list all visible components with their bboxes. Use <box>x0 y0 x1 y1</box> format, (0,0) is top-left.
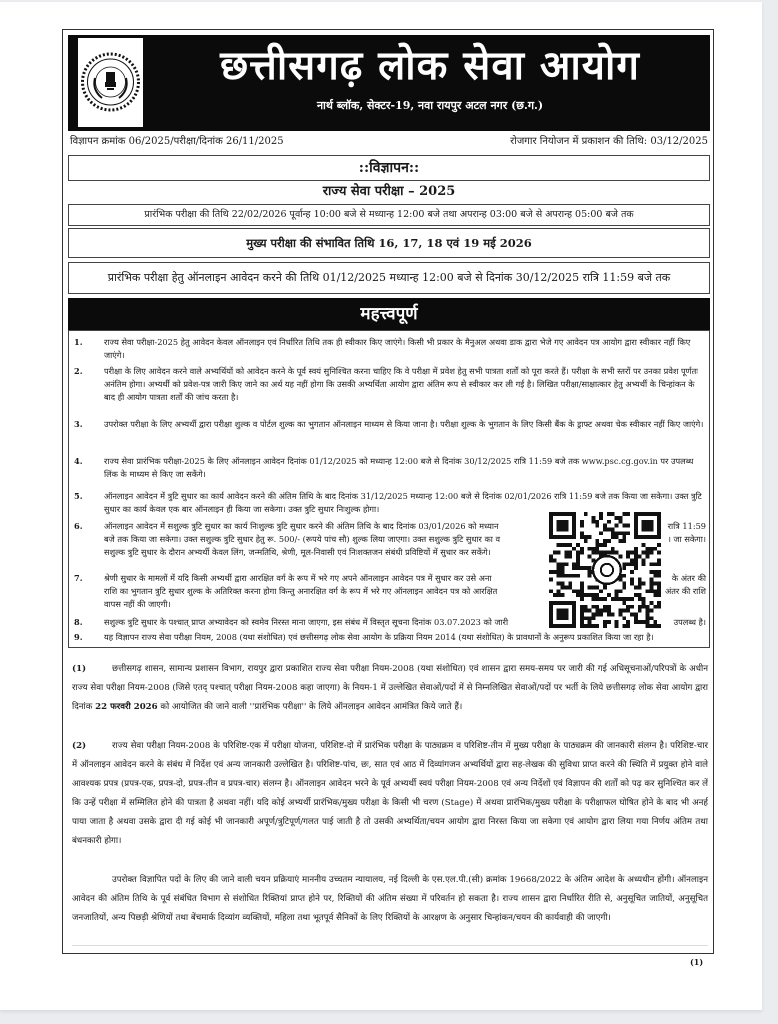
important-heading: महत्त्वपूर्ण <box>68 298 710 330</box>
important-item: 4. राज्य सेवा प्रारंभिक परीक्षा-2025 के लिए ऑनलाइन आवेदन दिनांक 01/12/2025 को मध्यान्ह 12:00 बजे से दिनांक 30/12/2025 रात्रि 11:59 बजे तक www.psc.cg.gov.in पर उपलब्ध लिंक के माध्यम से किए जा सकेंगे। <box>74 456 694 479</box>
paragraph-3: उपरोक्त विज्ञापित पदों के लिए की जाने वाली चयन प्रक्रियाएं माननीय उच्चतम न्यायालय, नई दिल्ली के एस.एल.पी.(सी) क्रमांक 19668/2022 के अंतिम आदेश के अध्यधीन होंगी। ऑनलाइन आवेदन की अंतिम तिथि के पूर्व संबंधित विभाग से संशोधित रिक्तियां प्राप्त होने पर, रिक्तियों की अंतिम संख्या में परिवर्तन हो सकता है। राज्य शासन द्वारा निर्धारित रीति से, अनुसूचित जातियों, अनुसूचित जनजातियों, अन्य पिछड़ी श्रेणियों तथा बेंचमार्क दिव्यांग व्यक्तियों, महिला तथा भूतपूर्व सैनिकों के लिए रिक्तियों के आरक्षण के अनुसार चिन्हांकन/चयन की कार्यवाही की जाएगी। <box>72 875 708 923</box>
important-item: 9. यह विज्ञापन राज्य सेवा परीक्षा नियम, 2008 (यथा संशोधित) एवं छत्तीसगढ़ लोक सेवा आयोग के प्रक्रिया नियम 2014 (यथा संशोधित) के प्रावधानों के अनुरूप प्रकाशित किया जा रहा है। <box>74 632 654 642</box>
prelims-date: प्रारंभिक परीक्षा की तिथि 22/02/2026 पूर्वान्ह 10:00 बजे से मध्यान्ह 12:00 बजे तथा अपरान्ह 03:00 बजे से अपरान्ह 05:00 बजे तक <box>68 204 710 226</box>
important-item: 5. ऑनलाइन आवेदन में त्रुटि सुधार का कार्य आवेदन करने की अंतिम तिथि के बाद दिनांक 31/12/2025 मध्यान्ह 12:00 बजे से दिनांक 02/01/2026 रात्रि 11:59 बजे तक किया जा सकेगा। उक्त त्रुटि सुधार का कार्य केवल एक बार ऑनलाइन ही किया जा सकेगा। उक्त त्रुटि सुधार निःशुल्क होगा। <box>74 491 702 514</box>
address: नार्थ ब्लॉक, सेक्टर-19, नवा रायपुर अटल नगर (छ.ग.) <box>316 99 544 112</box>
important-item: 6. ऑनलाइन आवेदन में सशुल्क त्रुटि सुधार का कार्य निःशुल्क त्रुटि सुधार करने की अंतिम तिथि के बाद दिनांक 03/01/2026 को मध्यान बजे तक किया जा सकेगा। उक्त सशुल्क त्रुटि सुधार हेतु रू. 500/- (रूपये पांच सौ) शुल्क लिया जाएगा। उक्त सशुल्क त्रुटि सुधार का व सशुल्क त्रुटि सुधार के दौरान अभ्यर्थी केवल लिंग, जन्मतिथि, श्रेणी, मूल-निवासी एवं निःशक्तजन संबंधी प्रविष्टियों में सुधार कर सकेंगे। <box>74 521 501 557</box>
paragraph-2: (2) राज्य सेवा परीक्षा नियम-2008 के परिशिष्ट-एक में परीक्षा योजना, परिशिष्ट-दो में प्रारंभिक परीक्षा के पाठ्यक्रम व परिशिष्ट-तीन में मुख्य परीक्षा के पाठ्यक्रम की जानकारी संलग्न है। परिशिष्ट-चार में ऑनलाइन आवेदन करने के संबंध में निर्देश एवं अन्य जानकारी उल्लेखित है। परिशिष्ट-पांच, छः, सात एवं आठ में दिव्यांगजन अभ्यर्थियों द्वारा सह-लेखक की सुविधा प्राप्त करने की स्थिति में प्रयुक्त होने वाले आवश्यक प्रपत्र (प्रपत्र-एक, प्रपत्र-दो, प्रपत्र-तीन व प्रपत्र-चार) संलग्न है। ऑनलाइन आवेदन भरने के पूर्व अभ्यर्थी स्वयं परीक्षा नियम-2008 एवं अन्य निर्देशों एवं विज्ञापन की शर्तों को पढ़ कर सुनिश्चित कर लें कि उन्हें परीक्षा में सम्मिलित होने की पात्रता है अथवा नहीं। यदि कोई अभ्यर्थी प्रारंभिक/मुख्य परीक्षा के किसी भी चरण (Stage) में अथवा प्रारंभिक/मुख्य परीक्षा के परीक्षाफल घोषित होने के बाद भी अनर्ह पाया जाता है अथवा उसके द्वारा दी गई कोई भी जानकारी अपूर्ण/त्रुटिपूर्ण/गलत पाई जाती है तो उसकी अभ्यर्थिता/चयन आयोग द्वारा निरस्त किया जा सकेगा एवं आयोग द्वारा लिया गया निर्णय अंतिम तथा बंधनकारी होगा। <box>72 741 708 846</box>
important-item-7-tail: के अंतर की अंतर की राशि <box>664 573 706 596</box>
advertisement-number: विज्ञापन क्रमांक 06/2025/परीक्षा/दिनांक 26/11/2025 <box>70 136 284 147</box>
page-title: छत्तीसगढ़ लोक सेवा आयोग <box>220 42 640 89</box>
page-number: (1) <box>690 957 704 967</box>
seal-icon <box>78 38 143 127</box>
important-item: 7. श्रेणी सुधार के मामलों में यदि किसी अभ्यर्थी द्वारा आरक्षित वर्ग के रूप में भरे गए अपने ऑनलाइन आवेदन पत्र में सुधार कर उसे अना राशि का भुगतान त्रुटि सुधार शुल्क के अतिरिक्त करना होगा किन्तु अनारक्षित वर्ग के रूप में भरे गए ऑनलाइन आवेदन पत्र को आरक्षित वापस नहीं की जाएगी। <box>74 573 498 609</box>
important-item-6-tail: रात्रि 11:59 । जा सकेगा। <box>667 521 706 544</box>
emblem-logo <box>78 38 143 127</box>
important-item: 2. परीक्षा के लिए आवेदन करने वाले अभ्यर्थियों को आवेदन करने के पूर्व स्वयं सुनिश्चित करना चाहिए कि वे परीक्षा में प्रवेश हेतु सभी पात्रता शर्तों को पूरा करते हैं। परीक्षा के सभी स्तरों पर उनका प्रवेश पूर्णतः अनंतिम होगा। अभ्यर्थी को प्रवेश-पत्र जारी किए जाने का अर्थ यह नहीं होगा कि उसकी अभ्यर्थिता आयोग द्वारा अंतिम रूप से स्वीकार कर ली गई है। लिखित परीक्षा/साक्षात्कार हेतु अभ्यर्थी के चिन्हांकन के बाद ही आयोग पात्रता शर्तों की जांच करता है। <box>74 366 698 402</box>
paragraph-1: (1) छत्तीसगढ़ शासन, सामान्य प्रशासन विभाग, रायपुर द्वारा प्रकाशित राज्य सेवा परीक्षा नियम-2008 (यथा संशोधित) एवं शासन द्वारा समय-समय पर जारी की गई अधिसूचनाओं/परिपत्रों के अधीन राज्य सेवा परीक्षा नियम-2008 (जिसे एतद् पश्चात् परीक्षा नियम-2008 कहा जाएगा) के नियम-1 में उल्लेखित सेवाओं/पदों में से निम्नलिखित सेवाओं/पदों पर भर्ती के लिये छत्तीसगढ़ लोक सेवा आयोग द्वारा दिनांक 22 फरवरी 2026 को आयोजित की जाने वाली ''प्रारंभिक परीक्षा'' के लिये ऑनलाइन आवेदन आमंत्रित किये जाते हैं। <box>72 664 708 712</box>
important-item: 3. उपरोक्त परीक्षा के लिए अभ्यर्थी द्वारा परीक्षा शुल्क व पोर्टल शुल्क का भुगतान ऑनलाइन माध्यम से किया जाना है। परीक्षा शुल्क के भुगतान के लिए किसी बैंक के ड्राफ्ट अथवा चेक स्वीकार नहीं किए जाएंगे। <box>74 419 704 429</box>
divider <box>72 945 708 946</box>
mains-date: मुख्य परीक्षा की संभावित तिथि 16, 17, 18 एवं 19 मई 2026 <box>68 228 710 258</box>
qr-code-icon <box>549 512 661 628</box>
important-item: 8. सशुल्क त्रुटि सुधार के पश्चात् प्राप्त अभ्यावेदन को स्वमेव निरस्त माना जाएगा, इस संबंध में विस्तृत सूचना दिनांक 03.07.2023 को जारी <box>74 617 509 627</box>
important-item-8-tail: उपलब्ध है। <box>673 617 706 627</box>
publication-date: रोजगार नियोजन में प्रकाशन की तिथि: 03/12/2025 <box>510 136 708 147</box>
apply-date: प्रारंभिक परीक्षा हेतु ऑनलाइन आवेदन करने की तिथि 01/12/2025 मध्यान्ह 12:00 बजे से दिनांक 30/12/2025 रात्रि 11:59 बजे तक <box>68 262 710 294</box>
notice-heading: ::विज्ञापन:: <box>68 155 710 181</box>
exam-name: राज्य सेवा परीक्षा – 2025 <box>322 184 456 199</box>
important-item: 1. राज्य सेवा परीक्षा-2025 हेतु आवेदन केवल ऑनलाइन एवं निर्धारित तिथि तक ही स्वीकार किए जाएंगे। किसी भी प्रकार के मैनुअल अथवा डाक द्वारा भेजे गए आवेदन पत्र आयोग द्वारा स्वीकार नहीं किए जाएंगे। <box>74 337 691 360</box>
whatsapp-qr-code[interactable] <box>549 512 661 628</box>
